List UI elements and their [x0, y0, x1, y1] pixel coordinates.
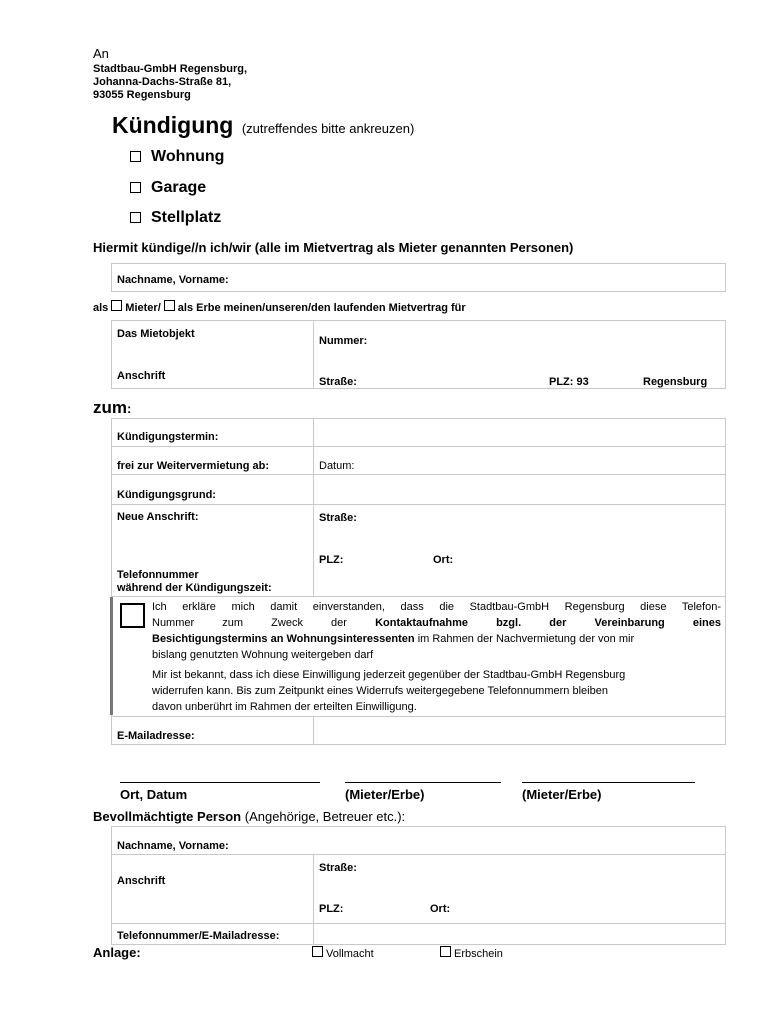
phone-label-line-2: während der Kündigungszeit:	[117, 582, 272, 594]
object-number-label[interactable]: Nummer:	[319, 335, 368, 347]
als-line: als Mieter/ als Erbe meinen/unseren/den laufenden Mietvertrag für	[93, 302, 466, 314]
attachment-label: Anlage:	[93, 945, 141, 960]
tenant-2-label: (Mieter/Erbe)	[522, 787, 602, 802]
recipient-label: An	[93, 46, 109, 61]
checkbox-icon[interactable]	[130, 151, 141, 162]
new-city-field[interactable]: Ort:	[433, 554, 454, 566]
signature-line-tenant-1[interactable]	[345, 782, 501, 783]
erbe-checkbox-icon[interactable]	[164, 300, 175, 311]
option-wohnung[interactable]: Wohnung	[130, 148, 224, 166]
object-address-label: Anschrift	[117, 370, 166, 382]
intro-text: Hiermit kündige//n ich/wir (alle im Mietvertrag als Mieter genannten Personen)	[93, 240, 574, 255]
proxy-contact-label: Telefonnummer/E-Mailadresse:	[117, 930, 280, 942]
signature-line-tenant-2[interactable]	[522, 782, 695, 783]
new-street-field[interactable]: Straße:	[319, 512, 357, 524]
proxy-heading: Bevollmächtigte Person (Angehörige, Betreuer etc.):	[93, 809, 406, 824]
object-city: Regensburg	[643, 376, 708, 388]
object-plz-label[interactable]: PLZ: 93	[549, 376, 589, 388]
option-stellplatz[interactable]: Stellplatz	[130, 209, 221, 227]
checkbox-icon[interactable]	[130, 212, 141, 223]
proxy-plz-field[interactable]: PLZ:	[319, 903, 344, 915]
mieter-checkbox-icon[interactable]	[111, 300, 122, 311]
available-from-label: frei zur Weitervermietung ab:	[117, 460, 269, 472]
new-address-label: Neue Anschrift:	[117, 511, 199, 523]
recipient-line-2: Johanna-Dachs-Straße 81,	[93, 76, 232, 88]
proxy-address-label: Anschrift	[117, 875, 166, 887]
form-title	[112, 112, 414, 139]
tenant-1-label: (Mieter/Erbe)	[345, 787, 425, 802]
phone-label-line-1: Telefonnummer	[117, 569, 199, 581]
recipient-line-1: Stadtbau-GmbH Regensburg,	[93, 63, 248, 75]
consent-text: Ich erkläre mich damit einverstanden, dass die Stadtbau-GmbH Regensburg diese Telefon- Nummer zum Zweck der Kontaktaufnahme bzgl. der Vereinbarung eines Besichtigungstermins an Wohnungsinteressenten im Rahmen der Nachvermietung der von mir bislang genutzten Wohnung weitergeben darf Mir ist bekannt, dass ich diese Einwilligung jederzeit gegenüber der Stadtbau-GmbH Regensburg widerrufen kann. Bis zum Zeitpunkt eines Widerrufs weitergegebene Telefonnummern bleiben davon unberührt im Rahmen der erteilten Einwilligung.	[152, 601, 722, 713]
attachment-vollmacht[interactable]: Vollmacht	[312, 946, 374, 960]
attachment-erbschein[interactable]: Erbschein	[440, 946, 503, 960]
object-street-label[interactable]: Straße:	[319, 376, 357, 388]
proxy-name-label: Nachname, Vorname:	[117, 840, 229, 852]
option-garage[interactable]: Garage	[130, 179, 206, 197]
recipient-line-3: 93055 Regensburg	[93, 89, 191, 101]
proxy-city-field[interactable]: Ort:	[430, 903, 451, 915]
zum-heading: zum:	[93, 398, 132, 417]
vollmacht-checkbox-icon[interactable]	[312, 946, 323, 957]
erbschein-checkbox-icon[interactable]	[440, 946, 451, 957]
proxy-street-field[interactable]: Straße:	[319, 862, 357, 874]
checkbox-icon[interactable]	[130, 182, 141, 193]
consent-checkbox[interactable]	[120, 603, 145, 628]
date-field[interactable]: Datum:	[319, 460, 355, 472]
object-label: Das Mietobjekt	[117, 328, 195, 340]
reason-label: Kündigungsgrund:	[117, 489, 216, 501]
place-date-label: Ort, Datum	[120, 787, 188, 802]
signature-line-place-date[interactable]	[120, 782, 320, 783]
new-plz-field[interactable]: PLZ:	[319, 554, 344, 566]
title-main: Kündigung	[112, 112, 234, 138]
email-label: E-Mailadresse:	[117, 730, 195, 742]
termination-date-label: Kündigungstermin:	[117, 431, 219, 443]
title-note: (zutreffendes bitte ankreuzen)	[241, 121, 415, 136]
tenant-name-label: Nachname, Vorname:	[117, 274, 229, 286]
